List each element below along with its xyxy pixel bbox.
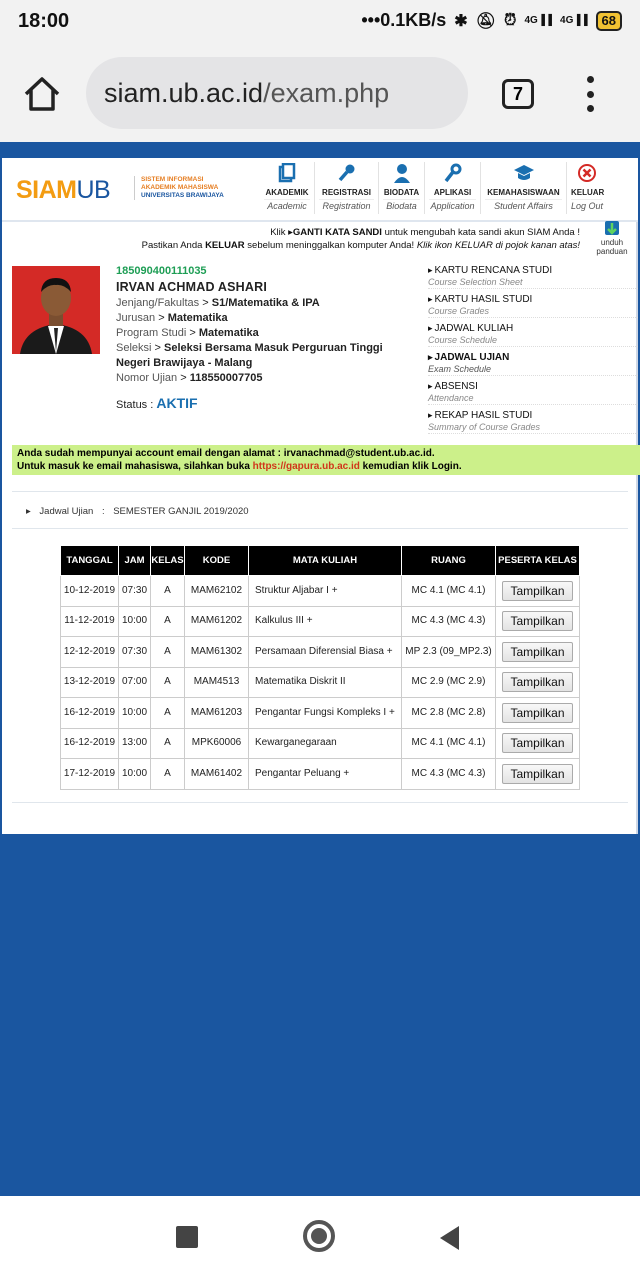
nav-akademik[interactable]: AKADEMIK Academic xyxy=(260,162,314,214)
key-icon xyxy=(338,163,356,183)
class-cell: A xyxy=(151,606,185,637)
participants-cell xyxy=(496,759,580,790)
room-cell: MC 4.1 (MC 4.1) xyxy=(402,728,496,759)
col-jam: JAM xyxy=(119,546,151,576)
room-cell: MC 4.3 (MC 4.3) xyxy=(402,759,496,790)
course-cell: Pengantar Peluang + xyxy=(249,759,402,790)
col-kode: KODE xyxy=(185,546,249,576)
col-tanggal: TANGGAL xyxy=(61,546,119,576)
status-badge: AKTIF xyxy=(156,395,198,411)
email-info: Anda sudah mempunyai account email dengan alamat : irvanachmad@student.ub.ac.id. Untuk masuk ke email mahasiswa, silahkan buka https://gapura.ub.ac.id kemudian klik Login. xyxy=(12,445,640,475)
code-cell: MAM61203 xyxy=(185,698,249,729)
table-row xyxy=(61,606,580,637)
table-row xyxy=(61,759,580,790)
exam-semester: ▸ Jadwal Ujian : SEMESTER GANJIL 2019/2020 xyxy=(26,506,249,517)
tampilkan-button[interactable]: Tampilkan xyxy=(502,581,572,601)
selection-row: Seleksi > Seleksi Bersama Masuk Perguruan Tinggi Negeri Brawijaya - Malang xyxy=(116,342,383,369)
menu-khs[interactable]: ▸ KARTU HASIL STUDI Course Grades xyxy=(428,293,638,318)
col-mata-kuliah: MATA KULIAH xyxy=(249,546,402,576)
graduation-cap-icon xyxy=(514,164,534,182)
class-cell: A xyxy=(151,759,185,790)
menu-jadwal-kuliah[interactable]: ▸ JADWAL KULIAH Course Schedule xyxy=(428,322,638,347)
course-cell: Pengantar Fungsi Kompleks I + xyxy=(249,698,402,729)
tampilkan-button[interactable]: Tampilkan xyxy=(502,672,572,692)
class-cell: A xyxy=(151,698,185,729)
table-row xyxy=(61,728,580,759)
change-password-link[interactable]: GANTI KATA SANDI xyxy=(292,227,382,238)
exam-table xyxy=(60,545,580,790)
participants-cell xyxy=(496,576,580,607)
code-cell: MAM62102 xyxy=(185,576,249,607)
status-time: 18:00 xyxy=(18,10,70,32)
time-cell: 10:00 xyxy=(119,759,151,790)
exam-number-row: Nomor Ujian > 118550007705 xyxy=(116,372,263,384)
course-cell: Struktur Aljabar I + xyxy=(249,576,402,607)
course-cell: Kewarganegaraan xyxy=(249,728,402,759)
wrench-icon xyxy=(444,163,462,183)
code-cell: MAM61402 xyxy=(185,759,249,790)
time-cell: 10:00 xyxy=(119,606,151,637)
nav-keluar[interactable]: KELUAR Log Out xyxy=(566,162,606,214)
top-nav xyxy=(260,162,606,214)
menu-rekap[interactable]: ▸ REKAP HASIL STUDI Summary of Course Grades xyxy=(428,409,638,434)
class-cell: A xyxy=(151,576,185,607)
siam-page xyxy=(2,158,638,834)
recents-button[interactable] xyxy=(176,1226,198,1248)
course-cell: Persamaan Diferensial Biasa + xyxy=(249,637,402,668)
more-options-icon[interactable] xyxy=(584,76,596,112)
student-photo xyxy=(12,266,100,354)
col-kelas: KELAS xyxy=(151,546,185,576)
person-icon xyxy=(393,163,411,183)
code-cell: MAM61202 xyxy=(185,606,249,637)
tab-count-button[interactable]: 7 xyxy=(502,79,534,109)
code-cell: MPK60006 xyxy=(185,728,249,759)
notice-text: Klik ▸GANTI KATA SANDI untuk mengubah kata sandi akun SIAM Anda ! Pastikan Anda KELUAR sebelum meninggalkan komputer Anda! Klik ikon KELUAR di pojok kanan atas! xyxy=(141,227,580,251)
participants-cell xyxy=(496,606,580,637)
student-nim: 185090400111035 xyxy=(116,265,207,277)
gapura-link[interactable]: https://gapura.ub.ac.id xyxy=(252,461,360,472)
close-circle-icon xyxy=(578,164,596,182)
tampilkan-button[interactable]: Tampilkan xyxy=(502,703,572,723)
android-nav-bar xyxy=(0,1196,640,1280)
table-row xyxy=(61,698,580,729)
class-cell: A xyxy=(151,728,185,759)
nav-registrasi[interactable]: REGISTRASI Registration xyxy=(314,162,378,214)
home-icon[interactable] xyxy=(22,74,62,114)
bluetooth-icon: ✱ xyxy=(454,12,468,30)
faculty-row: Jenjang/Fakultas > S1/Matematika & IPA xyxy=(116,297,320,309)
date-cell: 10-12-2019 xyxy=(61,576,119,607)
tampilkan-button[interactable]: Tampilkan xyxy=(502,733,572,753)
date-cell: 12-12-2019 xyxy=(61,637,119,668)
logo-subtitle: SISTEM INFORMASI AKADEMIK MAHASISWA UNIVERSITAS BRAWIJAYA xyxy=(134,176,244,200)
participants-cell xyxy=(496,698,580,729)
participants-cell xyxy=(496,637,580,668)
room-cell: MP 2.3 (09_MP2.3) xyxy=(402,637,496,668)
room-cell: MC 2.8 (MC 2.8) xyxy=(402,698,496,729)
home-button[interactable] xyxy=(303,1220,335,1252)
time-cell: 07:00 xyxy=(119,667,151,698)
nav-biodata[interactable]: BIODATA Biodata xyxy=(378,162,424,214)
side-menu xyxy=(428,264,638,438)
table-row xyxy=(61,637,580,668)
status-row: Status : AKTIF xyxy=(116,395,198,411)
code-cell: MAM61302 xyxy=(185,637,249,668)
col-ruang: RUANG xyxy=(402,546,496,576)
document-icon xyxy=(278,163,296,183)
course-cell: Kalkulus III + xyxy=(249,606,402,637)
url-host: siam.ub.ac.id xyxy=(104,78,264,108)
student-name: IRVAN ACHMAD ASHARI xyxy=(116,280,268,294)
divider xyxy=(12,491,628,492)
browser-toolbar xyxy=(0,44,640,142)
code-cell: MAM4513 xyxy=(185,667,249,698)
menu-jadwal-ujian[interactable]: ▸ JADWAL UJIAN Exam Schedule xyxy=(428,351,638,376)
status-icons xyxy=(361,10,622,31)
signal-icon: 4G▐▐ xyxy=(524,15,553,26)
download-guide-icon xyxy=(604,220,620,236)
tampilkan-button[interactable]: Tampilkan xyxy=(502,642,572,662)
date-cell: 11-12-2019 xyxy=(61,606,119,637)
time-cell: 07:30 xyxy=(119,637,151,668)
participants-cell xyxy=(496,667,580,698)
menu-absensi[interactable]: ▸ ABSENSI Attendance xyxy=(428,380,638,405)
url-path: /exam.php xyxy=(263,78,390,108)
menu-krs[interactable]: ▸ KARTU RENCANA STUDI Course Selection Sheet xyxy=(428,264,638,289)
time-cell: 07:30 xyxy=(119,576,151,607)
class-cell: A xyxy=(151,637,185,668)
date-cell: 16-12-2019 xyxy=(61,698,119,729)
nav-kemahasiswaan[interactable]: KEMAHASISWAAN Student Affairs xyxy=(480,162,566,214)
table-row xyxy=(61,576,580,607)
table-row xyxy=(61,667,580,698)
class-cell: A xyxy=(151,667,185,698)
divider xyxy=(12,528,628,529)
siam-logo[interactable]: SIAMUB xyxy=(16,176,111,204)
participants-cell xyxy=(496,728,580,759)
time-cell: 10:00 xyxy=(119,698,151,729)
siam-header xyxy=(2,158,638,222)
divider xyxy=(12,802,628,803)
time-cell: 13:00 xyxy=(119,728,151,759)
course-cell: Matematika Diskrit II xyxy=(249,667,402,698)
nav-aplikasi[interactable]: APLIKASI Application xyxy=(424,162,480,214)
back-button[interactable] xyxy=(440,1226,459,1250)
alarm-icon: ⏰︎ xyxy=(504,11,517,29)
col-peserta: PESERTA KELAS xyxy=(496,546,580,576)
table-header xyxy=(61,546,580,576)
room-cell: MC 2.9 (MC 2.9) xyxy=(402,667,496,698)
download-guide-button[interactable]: unduh panduan xyxy=(592,220,632,256)
date-cell: 17-12-2019 xyxy=(61,759,119,790)
tampilkan-button[interactable]: Tampilkan xyxy=(502,611,572,631)
room-cell: MC 4.3 (MC 4.3) xyxy=(402,606,496,637)
student-info xyxy=(116,264,416,413)
date-cell: 13-12-2019 xyxy=(61,667,119,698)
tampilkan-button[interactable]: Tampilkan xyxy=(502,764,572,784)
signal-icon-2: 4G▐▐ xyxy=(560,15,588,26)
url-bar[interactable] xyxy=(86,57,468,129)
major-row: Jurusan > Matematika xyxy=(116,312,228,324)
battery-icon: 68 xyxy=(596,11,622,31)
room-cell: MC 4.1 (MC 4.1) xyxy=(402,576,496,607)
date-cell: 16-12-2019 xyxy=(61,728,119,759)
program-row: Program Studi > Matematika xyxy=(116,327,259,339)
status-bar xyxy=(0,0,640,44)
mute-icon: 🔕︎ xyxy=(475,12,497,30)
network-speed: •••0.1KB/s xyxy=(361,10,447,30)
